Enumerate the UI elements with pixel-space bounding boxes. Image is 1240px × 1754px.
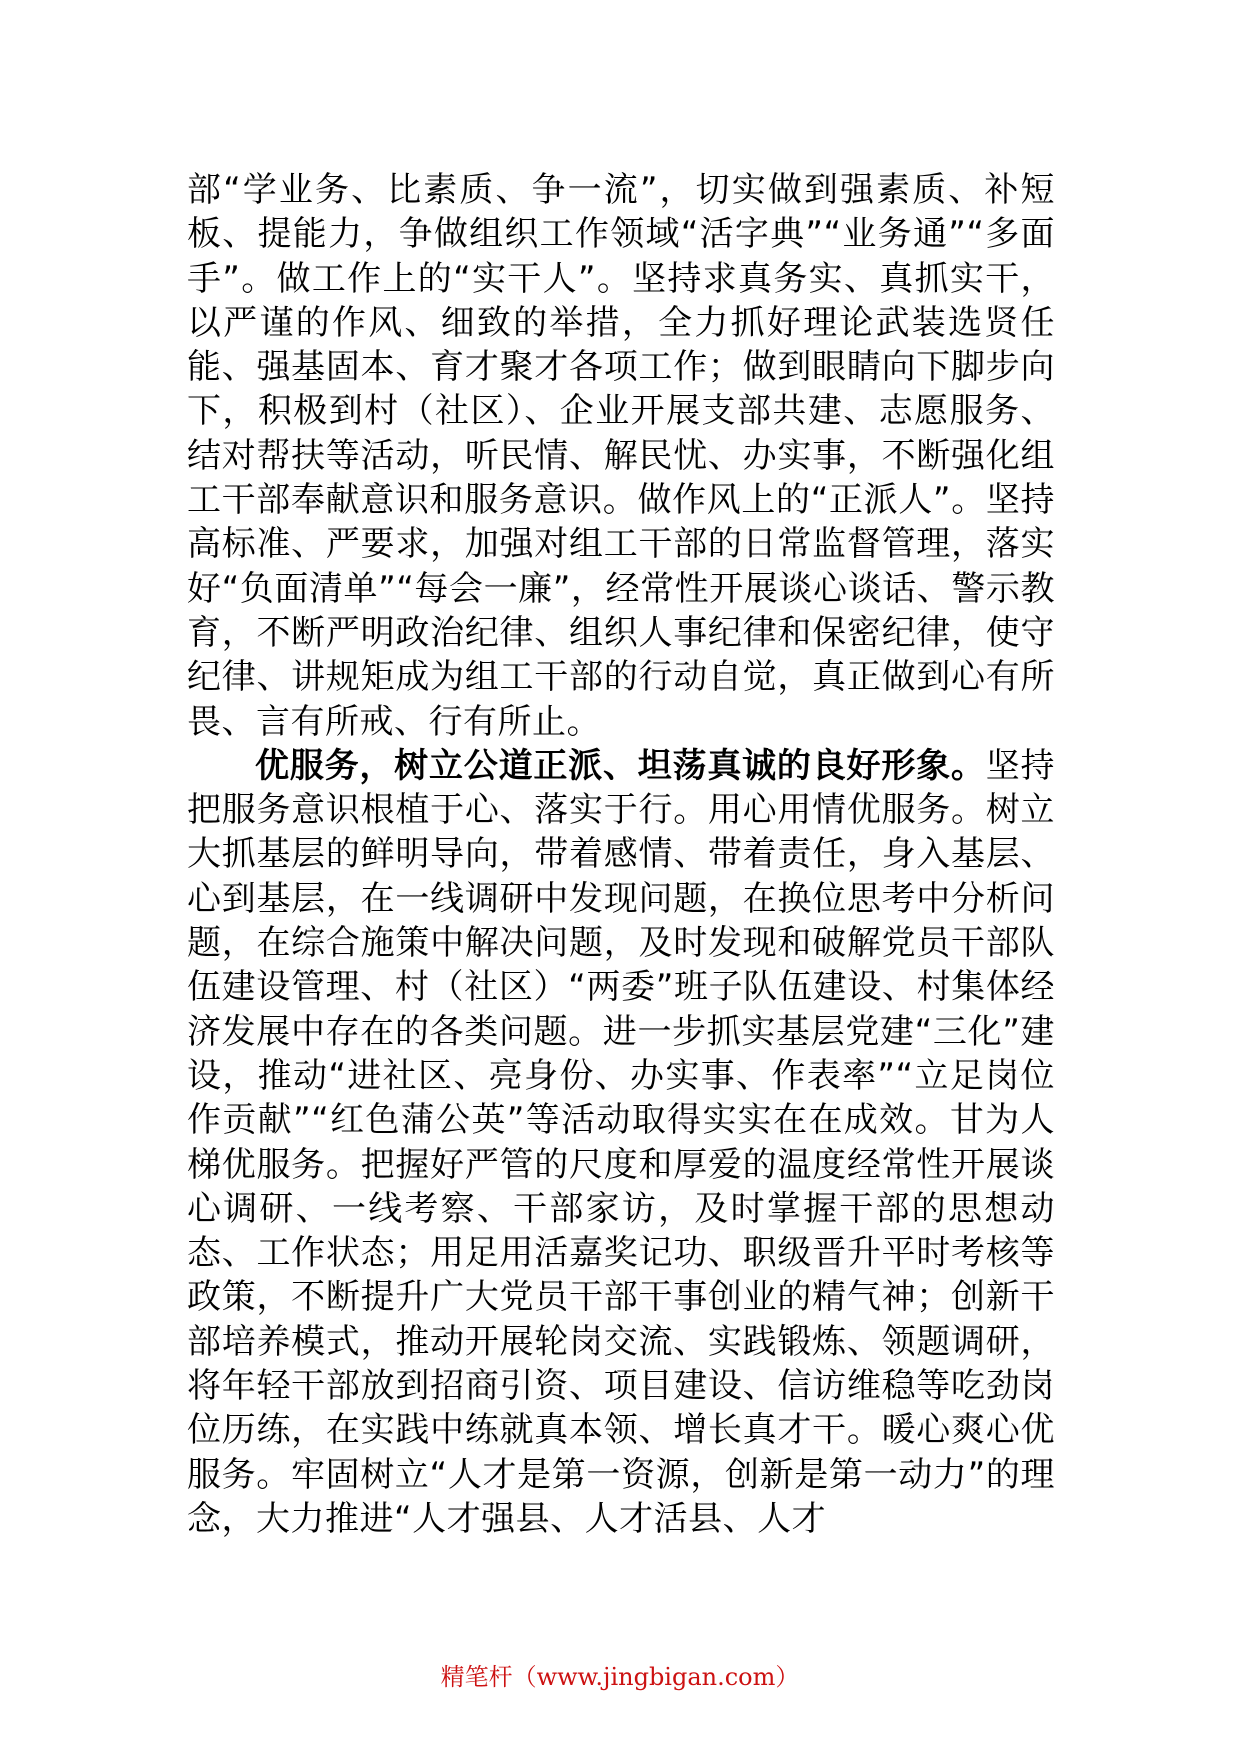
paragraph-service	[187, 744, 1055, 1541]
footer-watermark: 精笔杆（www.jingbigan.com）	[440, 1663, 800, 1691]
paragraph-heading: 优服务，树立公道正派、坦荡真诚的良好形象。	[255, 745, 986, 786]
paragraph-body: 坚持把服务意识根植于心、落实于行。用心用情优服务。树立大抓基层的鲜明导向，带着感情、带着责任，身入基层、心到基层，在一线调研中发现问题，在换位思考中分析问题，在综合施策中解决问题，及时发现和破解党员干部队伍建设管理、村（社区）“两委”班子队伍建设、村集体经济发展中存在的各类问题。进一步抓实基层党建“三化”建设，推动“进社区、亮身份、办实事、作表率”“立足岗位作贡献”“红色蒲公英”等活动取得实实在在成效。甘为人梯优服务。把握好严管的尺度和厚爱的温度经常性开展谈心调研、一线考察、干部家访，及时掌握干部的思想动态、工作状态；用足用活嘉奖记功、职级晋升平时考核等政策，不断提升广大党员干部干事创业的精气神；创新干部培养模式，推动开展轮岗交流、实践锻炼、领题调研，将年轻干部放到招商引资、项目建设、信访维稳等吃劲岗位历练，在实践中练就真本领、增长真才干。暖心爽心优服务。牢固树立“人才是第一资源，创新是第一动力”的理念，大力推进“人才强县、人才活县、人才	[187, 745, 1055, 1539]
document-body	[187, 168, 1055, 1541]
paragraph-continuation: 部“学业务、比素质、争一流”，切实做到强素质、补短板、提能力，争做组织工作领域“活字典”“业务通”“多面手”。做工作上的“实干人”。坚持求真务实、真抓实干，以严谨的作风、细致的举措，全力抓好理论武装选贤任能、强基固本、育才聚才各项工作；做到眼睛向下脚步向下，积极到村（社区）、企业开展支部共建、志愿服务、结对帮扶等活动，听民情、解民忧、办实事，不断强化组工干部奉献意识和服务意识。做作风上的“正派人”。坚持高标准、严要求，加强对组工干部的日常监督管理，落实好“负面清单”“每会一廉”，经常性开展谈心谈话、警示教育，不断严明政治纪律、组织人事纪律和保密纪律，使守纪律、讲规矩成为组工干部的行动自觉，真正做到心有所畏、言有所戒、行有所止。	[187, 170, 1055, 742]
